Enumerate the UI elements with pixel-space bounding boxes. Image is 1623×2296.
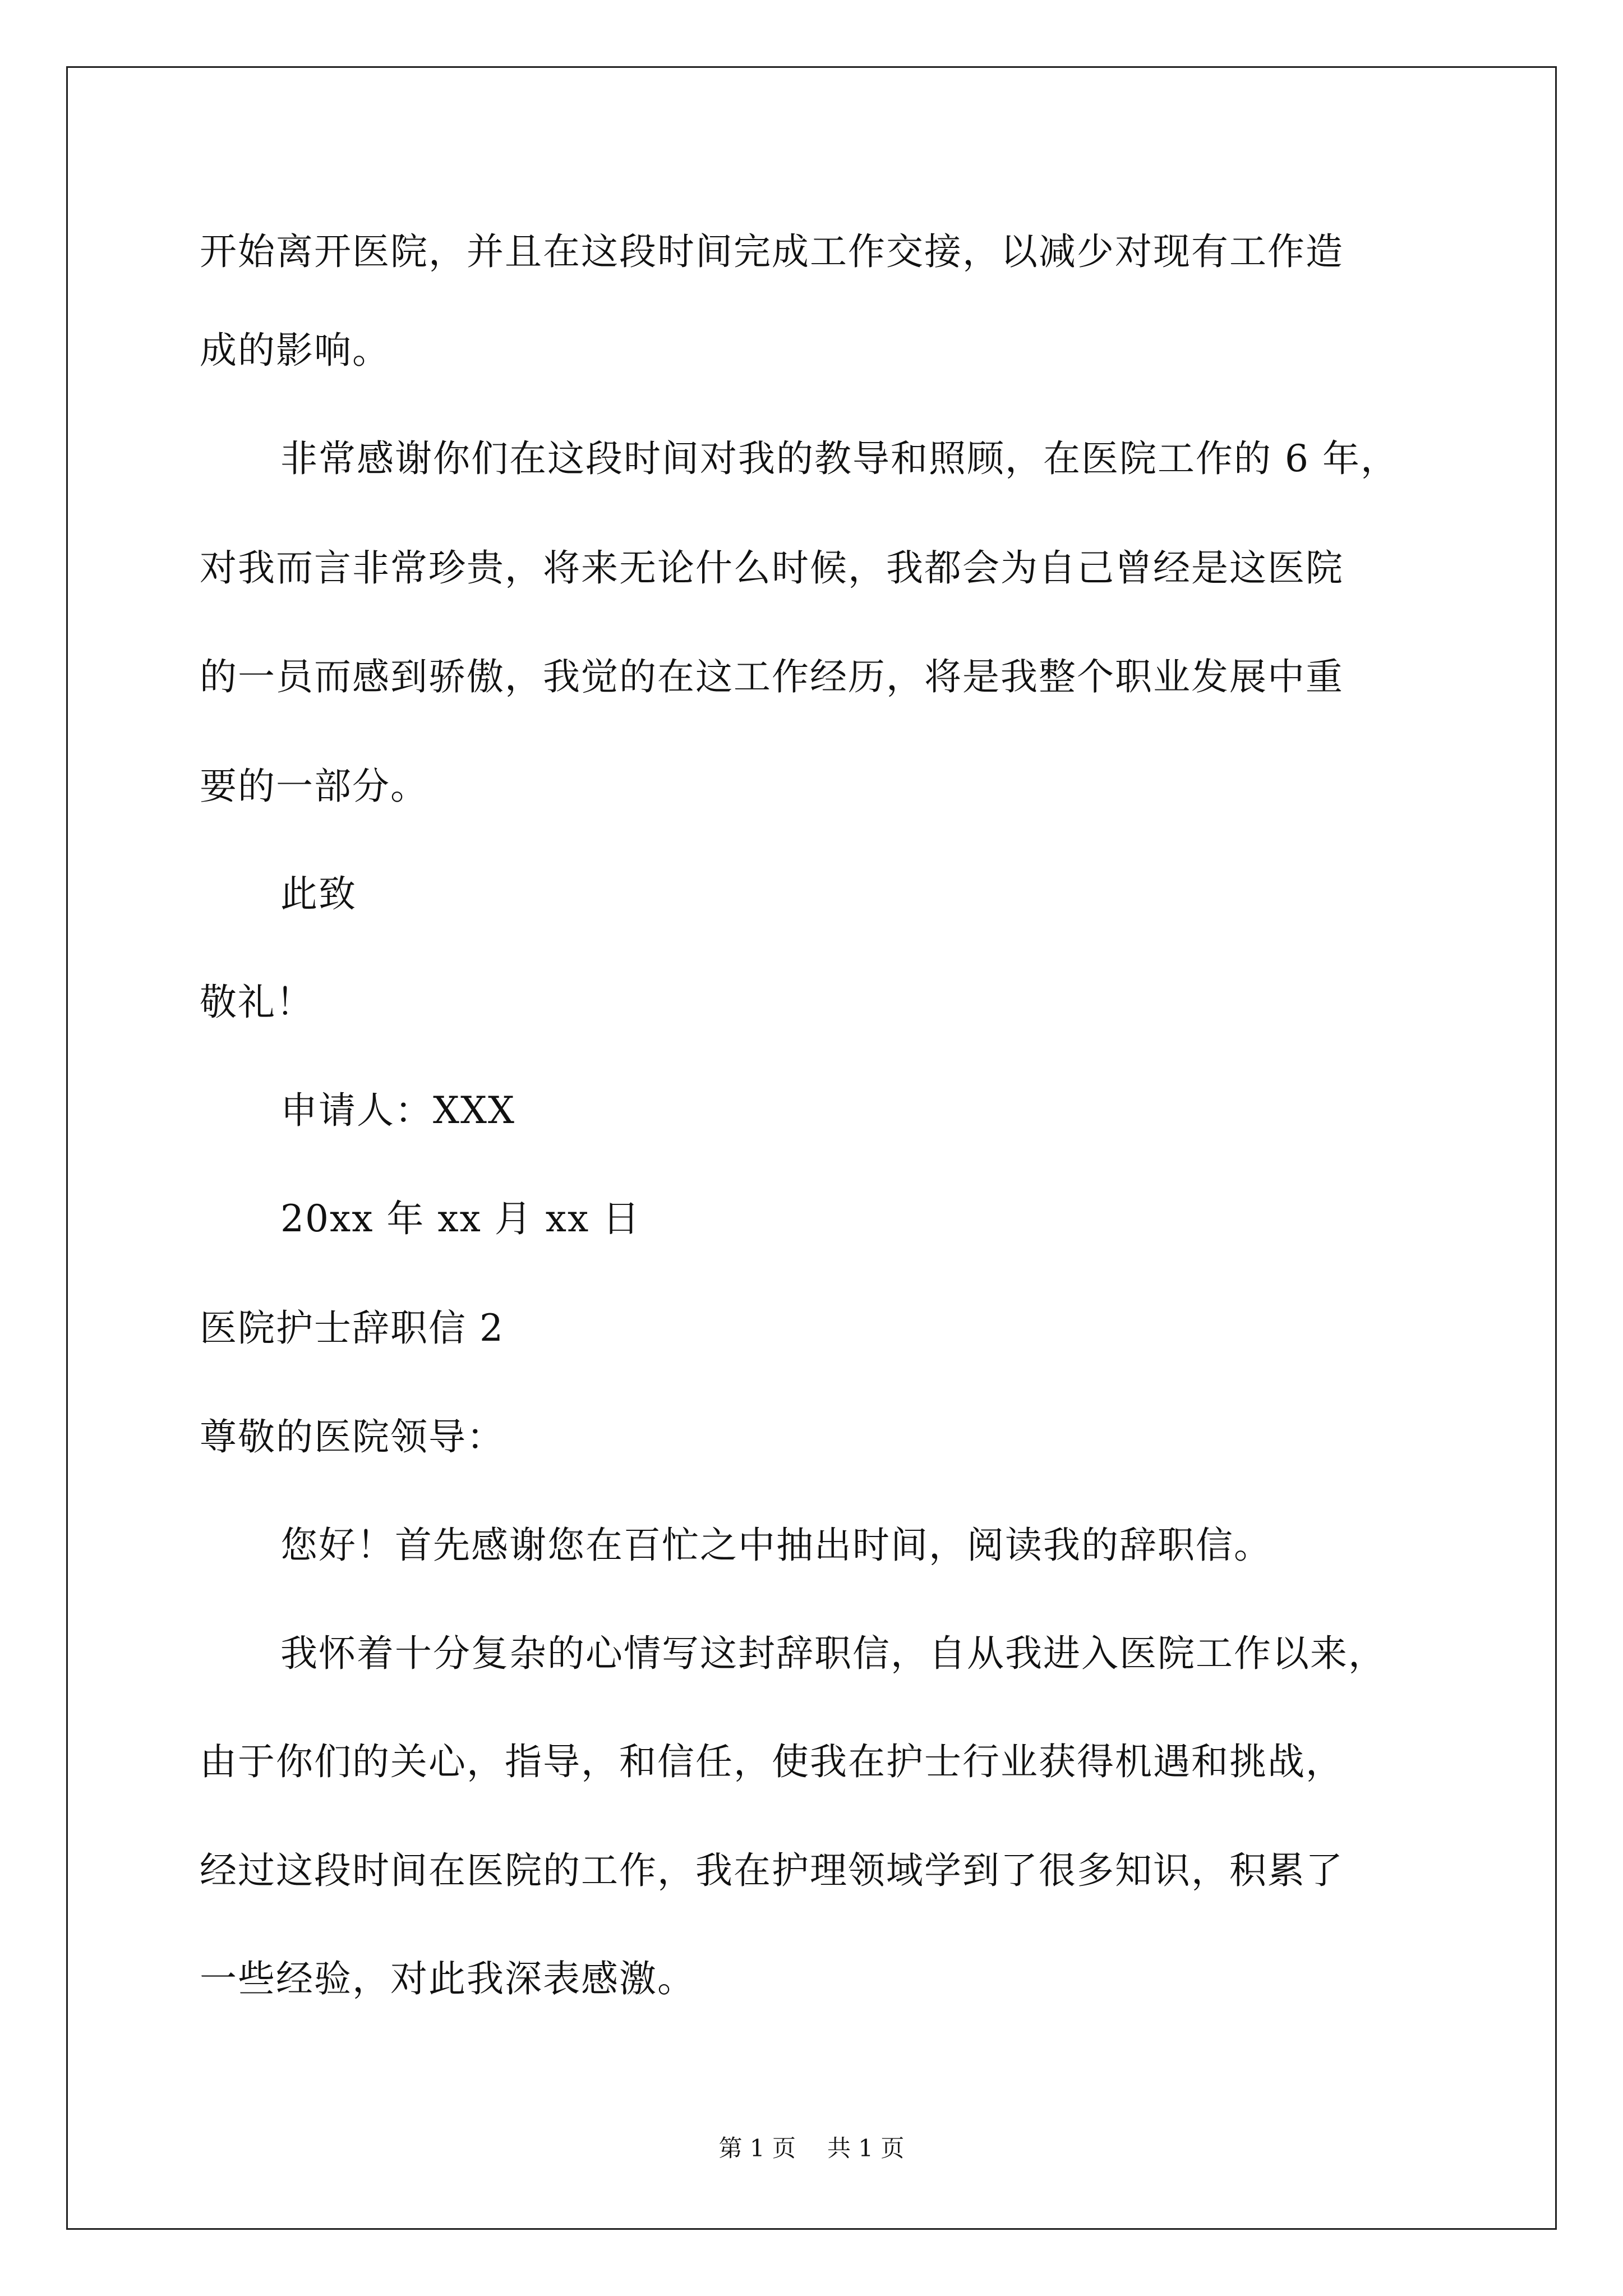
paragraph-line: 非常感谢你们在这段时间对我的教导和照顾，在医院工作的 6 年， (280, 437, 1399, 480)
date-line: 20xx 年 xx 月 xx 日 (280, 1197, 641, 1240)
page-number-current: 第 1 页 (718, 2134, 796, 2162)
text-line: 要的一部分。 (200, 765, 428, 808)
text-line: 由于你们的关心，指导，和信任，使我在护士行业获得机遇和挑战， (200, 1740, 1344, 1783)
text-line: 成的影响。 (200, 329, 390, 372)
applicant-line: 申请人：XXX (280, 1089, 515, 1132)
text-line: 的一员而感到骄傲，我觉的在这工作经历，将是我整个职业发展中重 (200, 655, 1344, 698)
paragraph-line: 您好！首先感谢您在百忙之中抽出时间，阅读我的辞职信。 (280, 1524, 1272, 1567)
closing-regards: 敬礼！ (200, 981, 314, 1024)
paragraph-line: 我怀着十分复杂的心情写这封辞职信，自从我进入医院工作以来， (280, 1632, 1386, 1675)
page-number-total: 共 1 页 (827, 2134, 905, 2162)
text-line: 经过这段时间在医院的工作，我在护理领域学到了很多知识，积累了 (200, 1849, 1344, 1892)
section-title: 医院护士辞职信 2 (200, 1306, 504, 1350)
text-line: 开始离开医院，并且在这段时间完成工作交接，以减少对现有工作造 (200, 230, 1344, 273)
page-border (66, 66, 1557, 2230)
greeting-line: 尊敬的医院领导： (200, 1415, 505, 1458)
closing-salutation: 此致 (280, 872, 357, 915)
page-footer (0, 2134, 1623, 2162)
text-line: 一些经验，对此我深表感激。 (200, 1957, 695, 2000)
text-line: 对我而言非常珍贵，将来无论什么时候，我都会为自己曾经是这医院 (200, 546, 1344, 590)
